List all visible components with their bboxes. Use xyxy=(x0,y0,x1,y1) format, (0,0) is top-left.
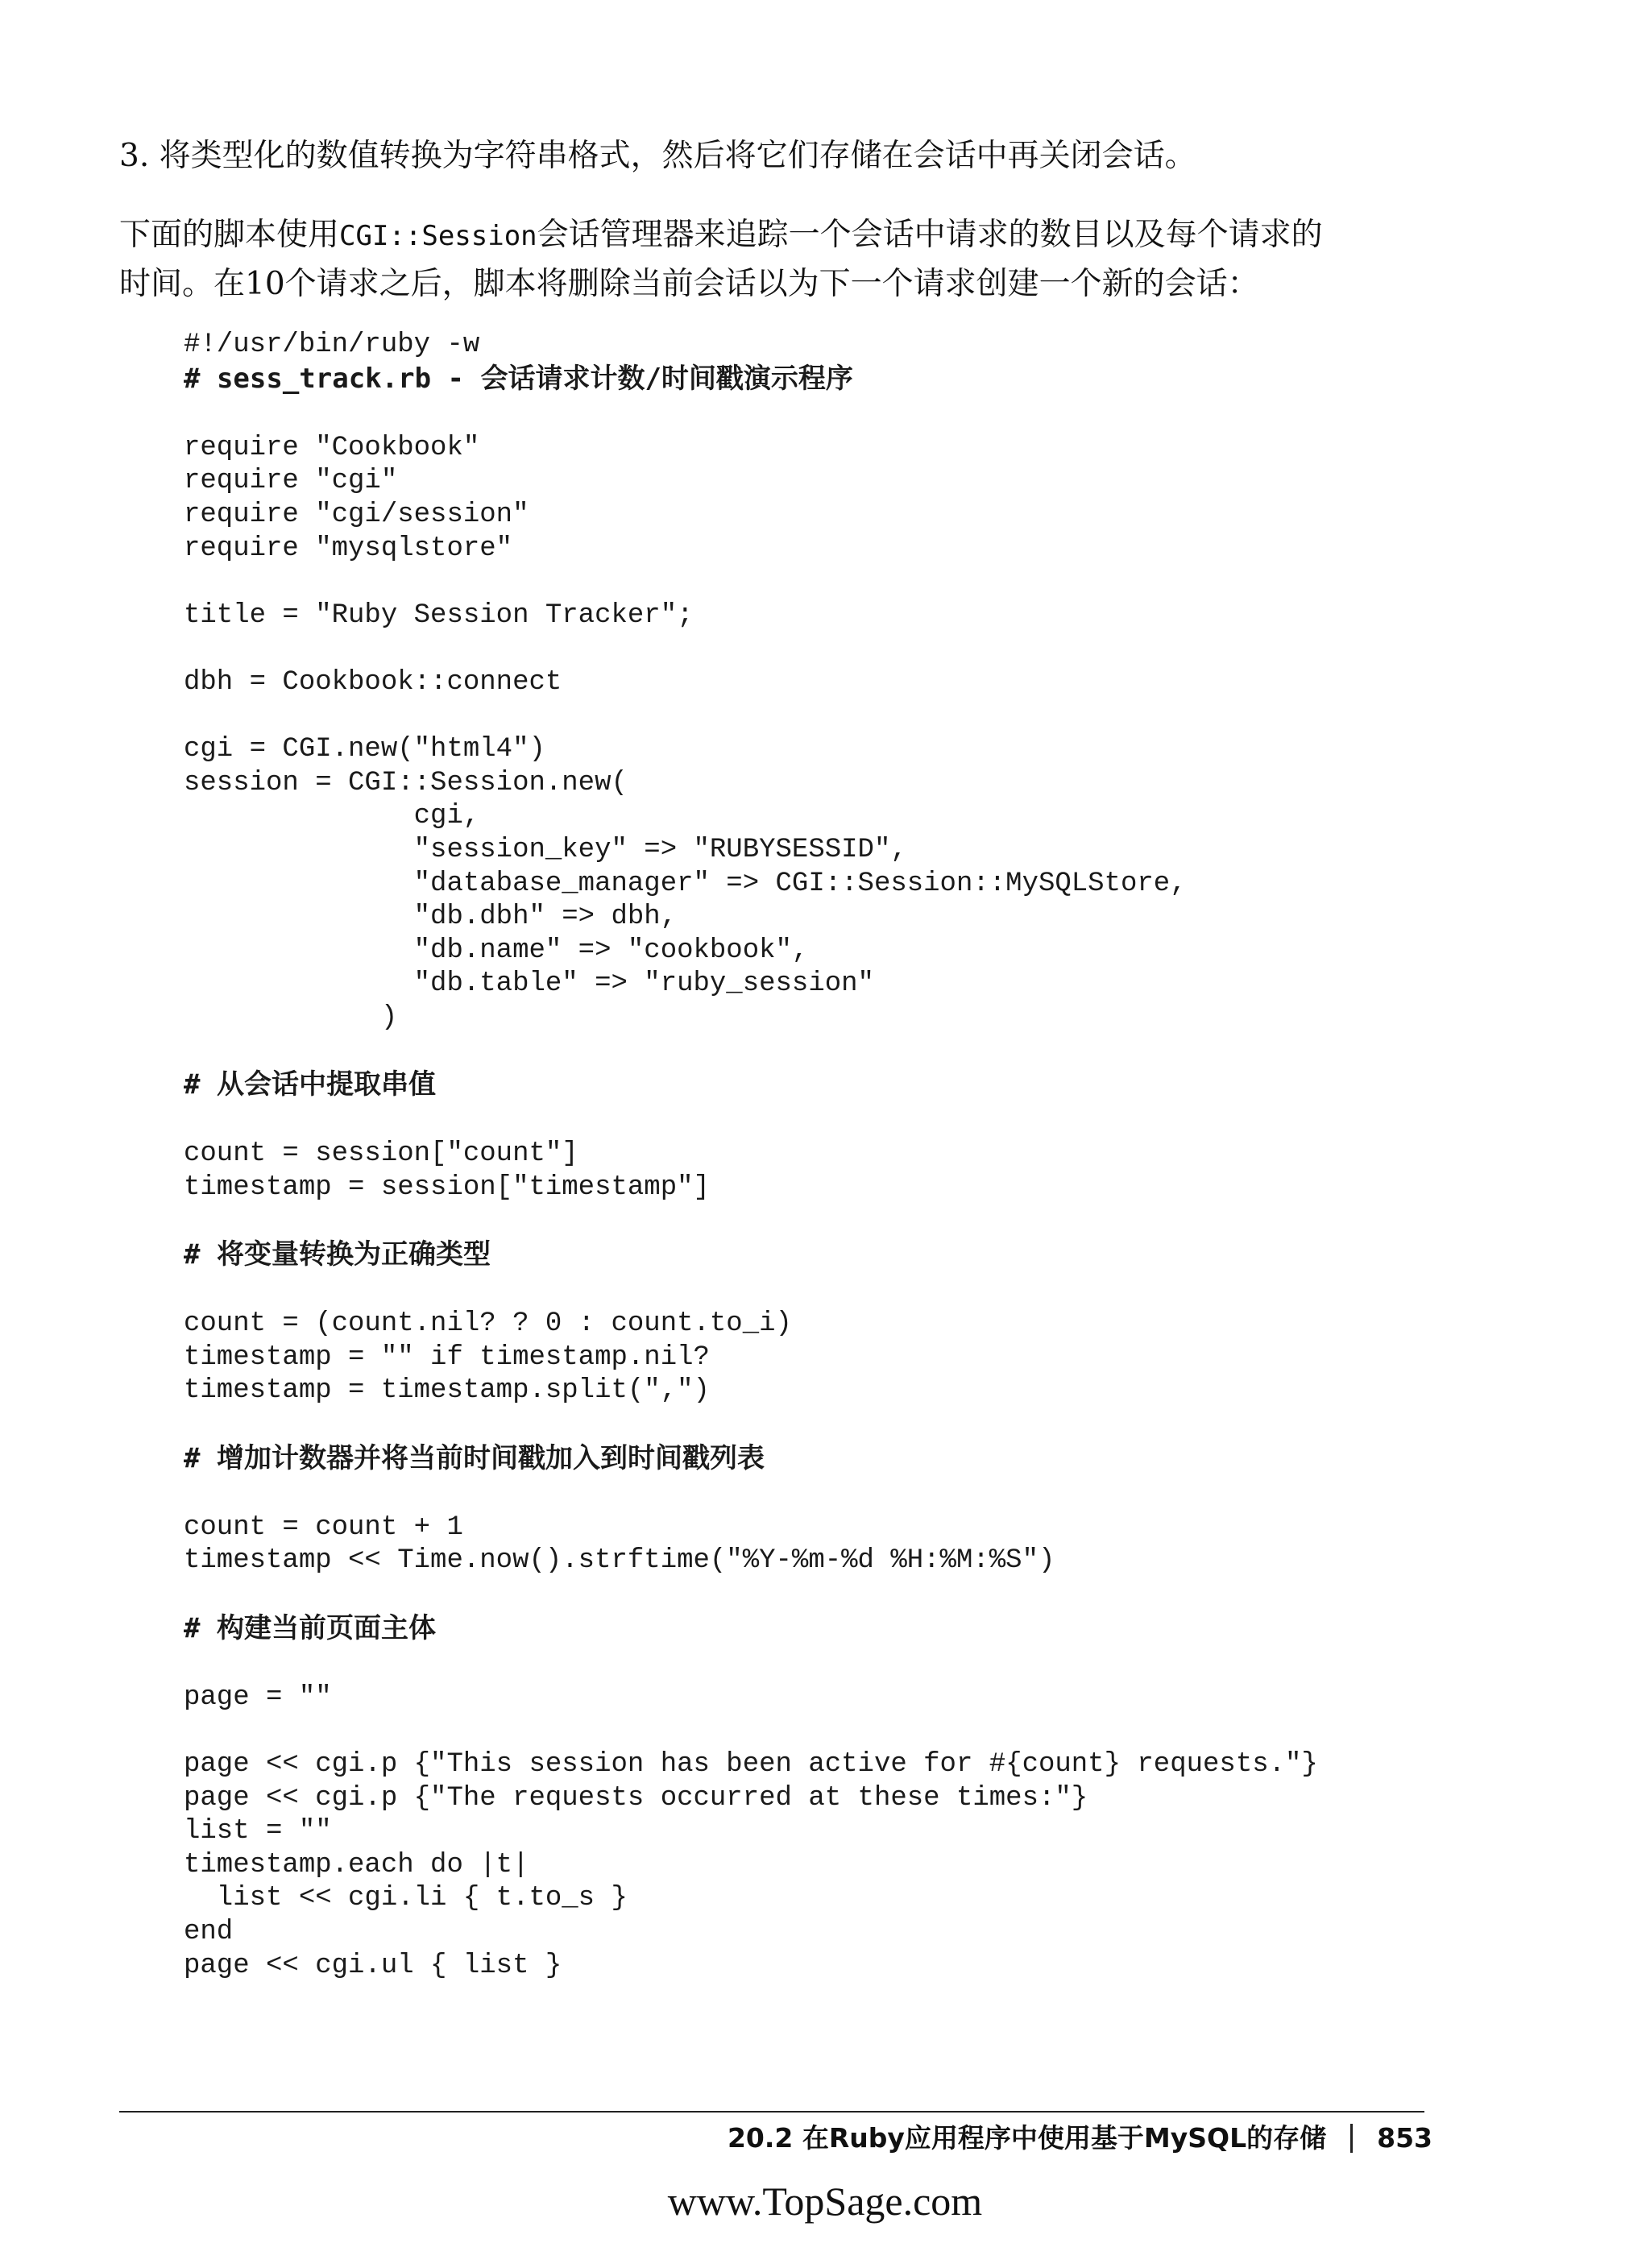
code-line: require "mysqlstore" xyxy=(184,533,513,564)
code-comment-line: # 将变量转换为正确类型 xyxy=(184,1238,491,1271)
code-line: count = count + 1 xyxy=(184,1511,463,1543)
step-3-text: 3. 将类型化的数值转换为字符串格式，然后将它们存储在会话中再关闭会话。 xyxy=(119,138,1196,174)
running-footer xyxy=(728,2119,1432,2158)
code-listing xyxy=(184,329,1318,1983)
code-line: "db.dbh" => dbh, xyxy=(184,902,678,933)
code-line: session = CGI::Session.new( xyxy=(184,767,628,798)
code-line: page << cgi.p {"This session has been active for #{count} requests."} xyxy=(184,1748,1318,1780)
code-line: end xyxy=(184,1916,234,1947)
footer-separator xyxy=(1350,2124,1353,2153)
code-comment-line: # 构建当前页面主体 xyxy=(184,1611,436,1644)
code-comment-line: # 增加计数器并将当前时间戳加入到时间戳列表 xyxy=(184,1441,765,1474)
code-line: cgi = CGI.new("html4") xyxy=(184,734,545,765)
code-line: "database_manager" => CGI::Session::MySQLStore, xyxy=(184,868,1187,899)
code-line: "db.table" => "ruby_session" xyxy=(184,968,874,1000)
watermark-url: www.TopSage.com xyxy=(667,2179,983,2224)
footer-page-number: 853 xyxy=(1377,2122,1432,2154)
code-line: count = (count.nil? ? 0 : count.to_i) xyxy=(184,1308,792,1340)
code-line: title = "Ruby Session Tracker"; xyxy=(184,599,694,631)
code-line: timestamp = "" if timestamp.nil? xyxy=(184,1341,710,1373)
intro-inline-code: CGI::Session xyxy=(339,220,537,252)
intro-text-part2: 会话管理器来追踪一个会话中请求的数目以及每个请求的 xyxy=(537,217,1323,253)
code-line: list = "" xyxy=(184,1816,332,1847)
code-line: "db.name" => "cookbook", xyxy=(184,935,809,966)
code-line: require "Cookbook" xyxy=(184,432,480,463)
code-line: page = "" xyxy=(184,1681,332,1713)
code-line: count = session["count"] xyxy=(184,1138,578,1170)
footer-rule xyxy=(119,2111,1424,2113)
code-line: page << cgi.ul { list } xyxy=(184,1950,562,1981)
code-line: timestamp = session["timestamp"] xyxy=(184,1171,710,1203)
code-line: #!/usr/bin/ruby -w xyxy=(184,330,480,360)
code-line: require "cgi/session" xyxy=(184,499,529,530)
code-line: "session_key" => "RUBYSESSID", xyxy=(184,834,907,865)
footer-section-title: 20.2 在Ruby应用程序中使用基于MySQL的存储 xyxy=(727,2122,1327,2154)
code-line: timestamp = timestamp.split(",") xyxy=(184,1375,710,1407)
code-line: ) xyxy=(184,1001,398,1033)
code-line: cgi, xyxy=(184,801,480,832)
code-line: page << cgi.p {"The requests occurred at these times:"} xyxy=(184,1782,1088,1814)
intro-line-1 xyxy=(119,211,1424,260)
code-line: list << cgi.li { t.to_s } xyxy=(184,1883,628,1914)
intro-line-2: 时间。在10个请求之后，脚本将删除当前会话以为下一个请求创建一个新的会话： xyxy=(119,266,1259,302)
intro-paragraph xyxy=(119,211,1424,309)
code-comment-line: # 从会话中提取串值 xyxy=(184,1068,436,1101)
intro-text-part1: 下面的脚本使用 xyxy=(119,217,340,253)
code-line: dbh = Cookbook::connect xyxy=(184,666,562,698)
code-line: require "cgi" xyxy=(184,466,398,497)
code-line: timestamp << Time.now().strftime("%Y-%m-%d %H:%M:%S") xyxy=(184,1545,1055,1577)
code-line: timestamp.each do |t| xyxy=(184,1849,529,1880)
code-comment-line: # sess_track.rb - 会话请求计数/时间戳演示程序 xyxy=(184,362,853,395)
